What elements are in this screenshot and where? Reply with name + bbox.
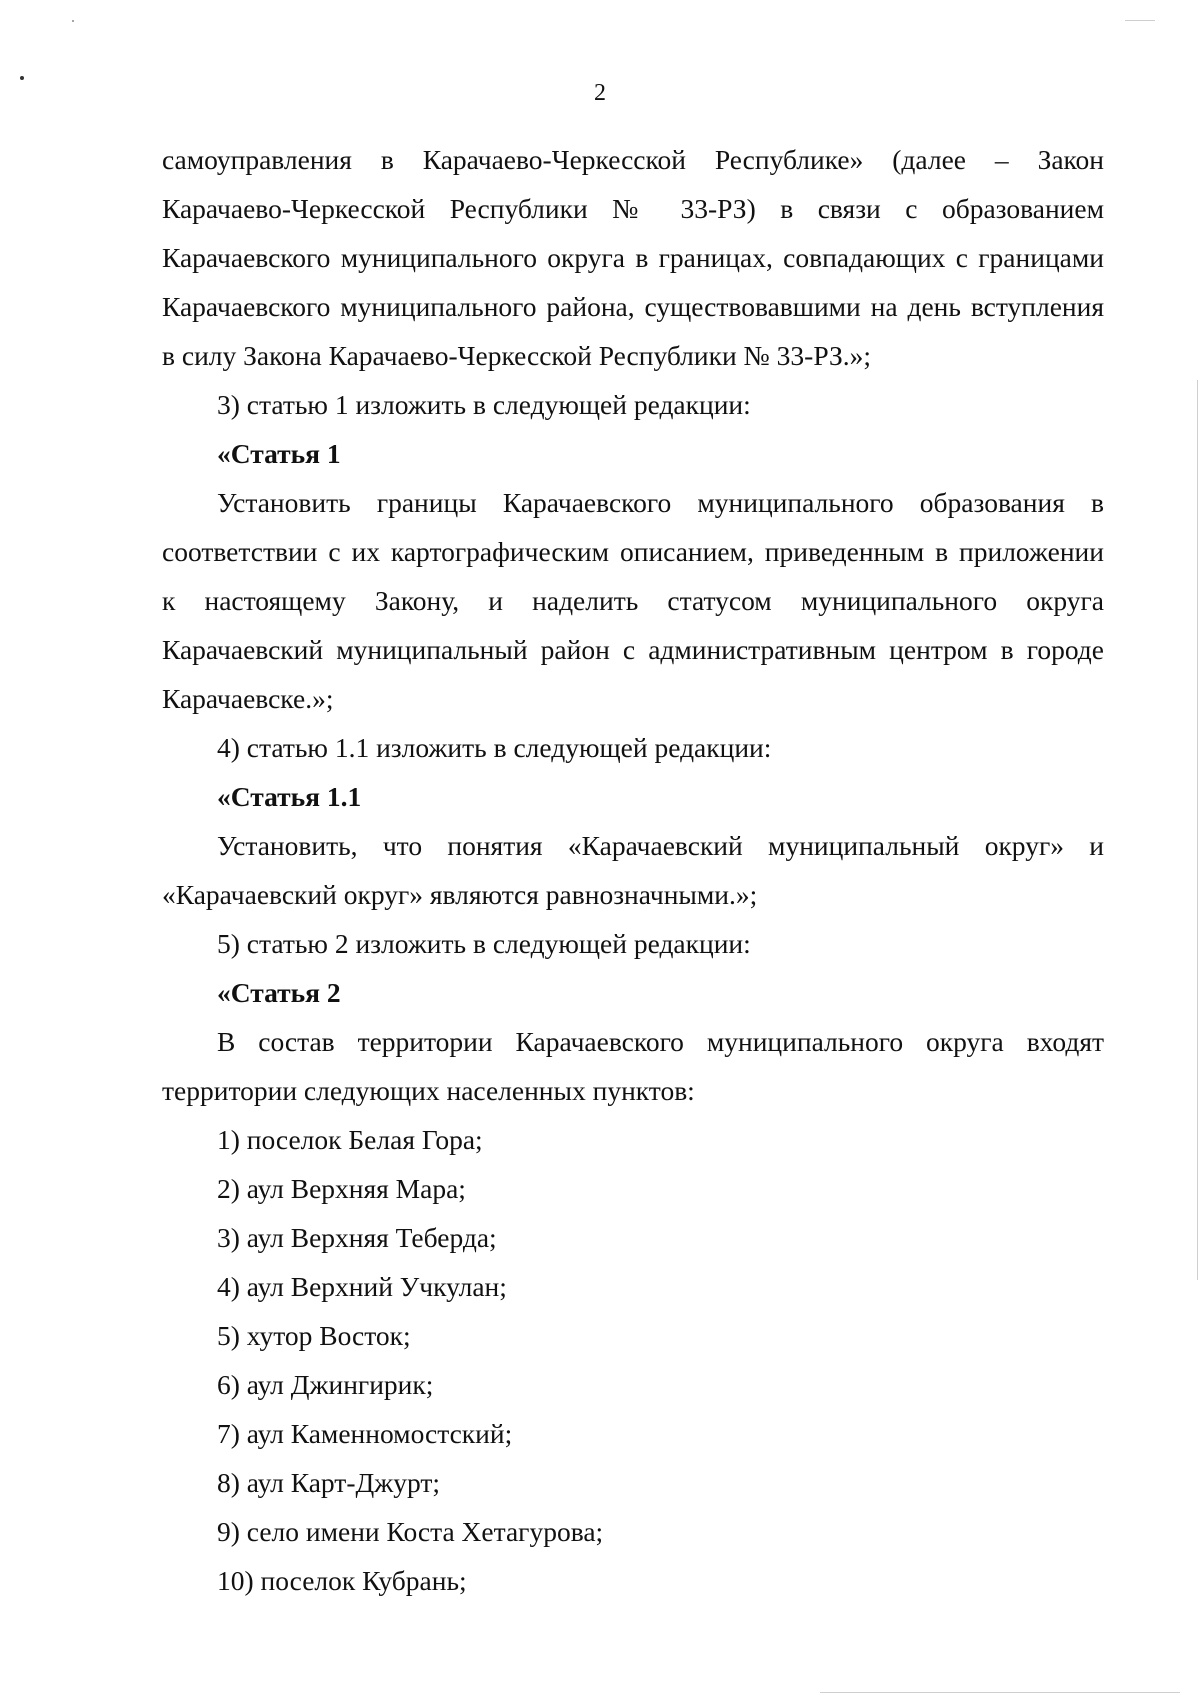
text-line: Карачаевского муниципального округа в границах, совпадающих с границами — [162, 242, 1104, 273]
list-item: 9) село имени Коста Хетагурова; — [217, 1516, 604, 1547]
text-line: к настоящему Закону, и наделить статусом муниципального округа — [162, 585, 1104, 616]
text-line: «Карачаевский округ» являются равнозначными.»; — [162, 879, 758, 910]
text-line: в силу Закона Карачаево-Черкесской Республики № 33-РЗ.»; — [162, 340, 871, 371]
list-item: 10) поселок Кубрань; — [217, 1565, 467, 1596]
text-line: самоуправления в Карачаево-Черкесской Республике» (далее – Закон — [162, 144, 1104, 175]
text-line: 3) статью 1 изложить в следующей редакции: — [217, 389, 751, 420]
scan-edge-line — [1125, 20, 1155, 21]
text-line: Карачаевский муниципальный район с административным центром в городе — [162, 634, 1104, 665]
article-heading: «Статья 1.1 — [217, 781, 362, 812]
list-item: 5) хутор Восток; — [217, 1320, 411, 1351]
list-item: 4) аул Верхний Учкулан; — [217, 1271, 507, 1302]
list-item: 2) аул Верхняя Мара; — [217, 1173, 466, 1204]
text-line: 5) статью 2 изложить в следующей редакции: — [217, 928, 751, 959]
list-item: 8) аул Карт-Джурт; — [217, 1467, 441, 1498]
page-number: 2 — [594, 80, 606, 106]
text-line: Установить границы Карачаевского муниципального образования в — [217, 487, 1104, 518]
list-item: 7) аул Каменномостский; — [217, 1418, 513, 1449]
text-line: Карачаевского муниципального района, существовавшими на день вступления — [162, 291, 1104, 322]
document-body — [162, 135, 1104, 1605]
list-item: 3) аул Верхняя Теберда; — [217, 1222, 497, 1253]
scan-speck — [72, 20, 74, 22]
text-line: территории следующих населенных пунктов: — [162, 1075, 695, 1106]
scan-edge-line — [820, 1692, 1180, 1693]
list-item: 6) аул Джингирик; — [217, 1369, 434, 1400]
article-heading: «Статья 1 — [217, 438, 341, 469]
list-item: 1) поселок Белая Гора; — [217, 1124, 483, 1155]
article-heading: «Статья 2 — [217, 977, 341, 1008]
text-line: В состав территории Карачаевского муниципального округа входят — [217, 1026, 1104, 1057]
text-line: Карачаево-Черкесской Республики № 33-РЗ) в связи с образованием — [162, 193, 1104, 224]
text-line: Карачаевске.»; — [162, 683, 334, 714]
text-line: соответствии с их картографическим описанием, приведенным в приложении — [162, 536, 1104, 567]
scan-edge-line — [1197, 380, 1198, 1280]
text-line: 4) статью 1.1 изложить в следующей редакции: — [217, 732, 772, 763]
text-line: Установить, что понятия «Карачаевский муниципальный округ» и — [217, 830, 1104, 861]
